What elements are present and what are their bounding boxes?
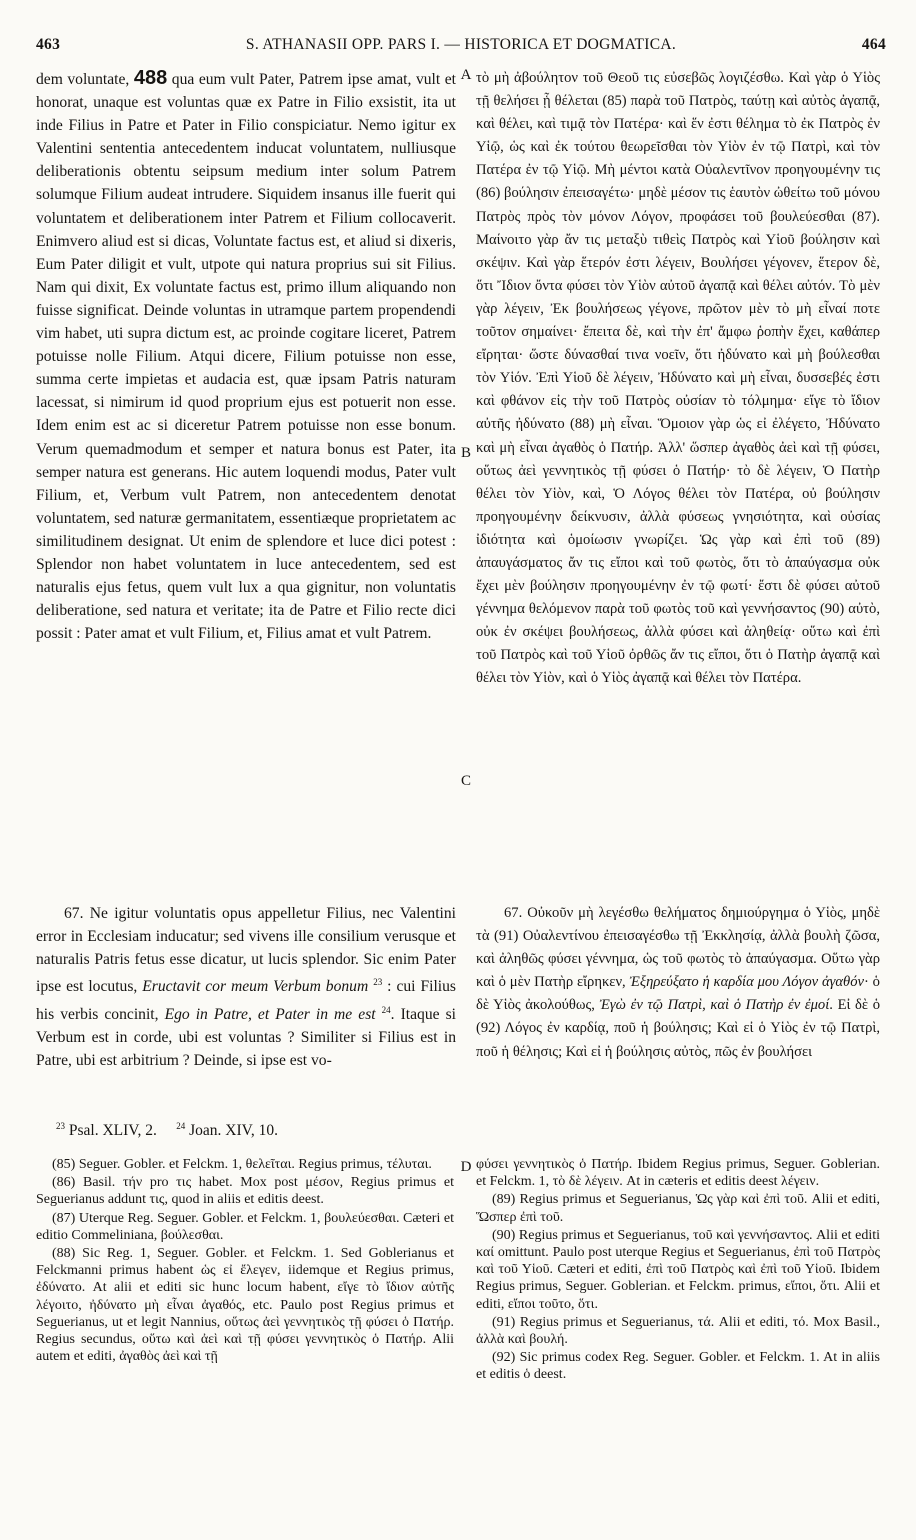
greek-text: . Εἰ δὲ ὁ (92) Λόγος ἐν καρδίᾳ, ποῦ ἡ βούλησις; Καὶ εἰ ὁ Υἱὸς ἐν τῷ Πατρὶ, ποῦ ἡ θέλησις; Καὶ εἰ ἡ βούλησις αὐτὸς, πῶς ἐν βουλήσει	[476, 997, 880, 1060]
footnote: (90) Regius primus et Seguerianus, τοῦ καὶ γεννήσαντος. Alii et editi καί omittunt. Paulo post uterque Regius et Seguerianus, ἐπὶ τοῦ Πατρὸς καὶ τοῦ Υἱοῦ. Cæteri et editi, ἐπὶ τοῦ Πατρὸς καὶ ἐπὶ τοῦ Υἱοῦ. Ibidem Regius primus, Seguer. Goblerian. et Felckm. primus, εἴποι, ὅτι. Alii et editi, εἴποι τοῦτο, ὅτι.	[476, 1227, 880, 1312]
greek-column-section-67	[476, 902, 880, 1064]
footnote: (91) Regius primus et Seguerianus, τά. Alii et editi, τό. Mox Basil., ἀλλὰ καὶ βουλή.	[476, 1314, 880, 1348]
scripture-quote: Eructavit cor meum Verbum bonum	[142, 978, 369, 996]
running-title: S. ATHANASII OPP. PARS I. — HISTORICA ET DOGMATICA.	[245, 36, 677, 53]
latin-paragraph	[36, 67, 456, 645]
page-number-left: 463	[36, 36, 61, 53]
greek-text: · ὁ δὲ Υἱὸς ἀκολούθως,	[476, 974, 880, 1014]
footnote: (88) Sic Reg. 1, Seguer. Gobler. et Felckm. 1. Sed Goblerianus et Felckmanni primus habent ὡς εἰ ἔλεγεν, iidemque et Regius primus, ἐδύνατο. At alii et editi sic hunc locum habent, εἴγε τὸ ἴδιον αὐτῆς λέγοιτο, ἠδύνατο μὴ εἶναι ἀγαθός, etc. Paulo post Regius primus et Seguerianus, ut et legit Nannius, οὕτως ἀεὶ γεννητικὸς τῇ φύσει ὁ Πατήρ. Regius secundus, οὕτω καὶ ἀεὶ καὶ τῇ φύσει γεννητικὸς ὁ Πατήρ. Alii autem et editi, ἀγαθὸς ἀεὶ καὶ τῇ	[36, 1246, 454, 1365]
margin-letter-d: D	[460, 1159, 472, 1175]
footnote: (92) Sic primus codex Reg. Seguer. Gobler. et Felckm. 1. At in aliis et editis ὁ deest.	[476, 1350, 880, 1383]
footnote: (86) Basil. τήν pro τις habet. Mox post μέσον, Regius primus et Seguerianus addunt τις, quod in aliis et editis deest.	[36, 1175, 454, 1208]
scripture-references	[56, 1121, 278, 1140]
footnotes-left	[36, 1156, 454, 1366]
page-number-right: 464	[861, 36, 886, 53]
page-marker-488: 488	[133, 67, 168, 89]
scripture-quote: Ἐγὼ ἐν τῷ Πατρὶ, καὶ ὁ Πατὴρ ἐν ἐμοί	[599, 997, 830, 1014]
footnote: φύσει γεννητικὸς ὁ Πατήρ. Ibidem Regius primus, Seguer. Goblerian. et Felckm. 1, τὸ δὲ λέγειν. At in cæteris et editis deest λέγειν.	[476, 1157, 880, 1190]
latin-text: : cui Filius his verbis concinit,	[36, 978, 456, 1023]
footnote-ref: 23	[373, 977, 383, 988]
margin-letter-a: A	[460, 67, 472, 83]
latin-text: dem voluntate,	[36, 71, 134, 88]
latin-text: . Itaque si Verbum est in corde, ubi est voluntas ? Similiter si Filius est in Patre, ubi est arbitrium ? Deinde, si ipse est vo-	[36, 1005, 456, 1069]
footnote-mark: 23	[56, 1121, 65, 1131]
footnote: (85) Seguer. Gobler. et Felckm. 1, θελεῖται. Regius primus, τέλυται.	[52, 1157, 432, 1172]
greek-paragraph-67	[476, 902, 880, 1064]
greek-text: 67. Οὐκοῦν μὴ λεγέσθω θελήματος δημιούργημα ὁ Υἱὸς, μηδὲ τὰ (91) Οὐαλεντίνου ἐπεισαγέσθω τῇ Ἐκκλησίᾳ, ἀλλὰ βουλὴ ζῶσα, καὶ ἀληθῶς φύσει γέννημα, ὡς τοῦ φωτὸς τὸ ἀπαύγασμα. Οὕτω γὰρ καὶ ὁ μὲν Πατὴρ εἴρηκεν,	[476, 905, 880, 991]
scripture-quote: Ἐξηρεύξατο ἡ καρδία μου Λόγον ἀγαθόν	[629, 974, 864, 991]
running-header	[36, 36, 886, 60]
footnote: (87) Uterque Reg. Seguer. Gobler. et Felckm. 1, βουλεύεσθαι. Cæteri et editio Commeliniana, βούλεσθαι.	[36, 1210, 454, 1243]
latin-column-section-67	[36, 902, 456, 1072]
greek-paragraph: τὸ μὴ ἀβούλητον τοῦ Θεοῦ τις εὐσεβῶς λογιζέσθω. Καὶ γὰρ ὁ Υἱὸς τῇ θελήσει ᾗ θέλεται (85) παρὰ τοῦ Πατρὸς, ταύτῃ καὶ αὐτὸς ἀγαπᾷ, καὶ θέλει, καὶ τιμᾷ τὸν Πατέρα· καὶ ἕν ἐστι θέλημα τὸ ἐκ Πατρὸς ἐν Υἱῷ, ὡς καὶ ἐκ τούτου θεωρεῖσθαι τὸν Υἱὸν ἐν τῷ Πατρὶ, καὶ τὸν Πατέρα ἐν τῷ Υἱῷ. Μὴ μέντοι κατὰ Οὐαλεντῖνον προηγουμένην τις (86) βούλησιν ἐπεισαγέτω· μηδὲ μέσον τις ἑαυτὸν ὠθείτω τοῦ μόνου Πατρὸς πρὸς τὸν μόνον Λόγον, προφάσει τοῦ βουλεύεσθαι (87). Μαίνοιτο γὰρ ἄν τις μεταξὺ τιθεὶς Πατρὸς καὶ Υἱοῦ βούλησιν καὶ σκέψιν. Καὶ γὰρ ἕτερόν ἐστι λέγειν, Βουλήσει γέγονεν, ἕτερον δὲ, ὅτι Ἴδιον ὄντα φύσει τὸν Υἱὸν αὐτοῦ ἀγαπᾷ καὶ θέλει αὐτόν. Τὸ μὲν γὰρ λέγειν, Ἐκ βουλήσεως γέγονε, πρῶτον μὲν τὸ μὴ εἶναί ποτε τοῦτον σημαίνει· ἔπειτα δὲ, καὶ τὴν ἐπ' ἄμφω ῥοπὴν ἔχει, καθάπερ εἴρηται· ὥστε δύνασθαί τινα νοεῖν, ὅτι ἠδύνατο καὶ μὴ βούλεσθαι τὸν Υἱόν. Ἐπὶ Υἱοῦ δὲ λέγειν, Ἠδύνατο καὶ μὴ εἶναι, δυσσεβές ἐστι καὶ φθάνον εἰς τὴν τοῦ Πατρὸς οὐσίαν τὸ τόλμημα· εἴγε τὸ ἴδιον αὐτῆς ἠδύνατο (88) μὴ εἶναι. Ὅμοιον γὰρ ὡς εἰ ἐλέγετο, Ἠδύνατο καὶ μὴ εἶναι ἀγαθὸς ὁ Πατήρ. Ἀλλ' ὥσπερ ἀγαθὸς ἀεὶ καὶ τῇ φύσει, οὕτως ἀεὶ γεννητικὸς τῇ φύσει ὁ Πατήρ· τὸ δὲ λέγειν, Ὁ Πατὴρ θέλει τὸν Υἱὸν, καὶ, Ὁ Λόγος θέλει τὸν Πατέρα, οὐ βούλησιν προηγουμένην δείκνυσιν, ἀλλὰ φύσεως γνησιότητα, καὶ οὐσίας ἰδιότητα καὶ ὁμοίωσιν γνωρίζει. Ὡς γὰρ καὶ ἐπὶ τοῦ (89) ἀπαυγάσματος ἄν τις εἴποι καὶ τοῦ φωτὸς, ὅτι τὸ ἀπαύγασμα οὐκ ἔχει μὲν βούλησιν προηγουμένην ἐν τῷ φωτί· ἔστι δὲ φύσει αὐτοῦ γέννημα θελόμενον παρὰ τοῦ φωτὸς τοῦ καὶ γεννήσαντος (90) αὐτὸ, οὐκ ἐν σκέψει βουλήσεως, ἀλλὰ φύσει καὶ ἀληθείᾳ· οὕτω καὶ ἐπὶ τοῦ Πατρὸς καὶ τοῦ Υἱοῦ ὀρθῶς ἄν τις εἴποι, ὅτι ὁ Πατὴρ ἀγαπᾷ καὶ θέλει τὸν Υἱὸν, καὶ ὁ Υἱὸς ἀγαπᾷ καὶ θέλει τὸν Πατέρα.	[476, 70, 880, 687]
latin-text: qua eum vult Pater, Patrem ipse amat, vult et honorat, unaque est voluntas quæ ex Patre in Filio exsistit, ita ut inde Filius in Patre et Pater in Filio conspiciatur. Nemo igitur ex Valentini sententia antecedentem inducat voluntatem, nulliusque deliberationis obtentu seipsum medium inter solum Patrem solumque Filium audeat intrudere. Siquidem insanus ille fuerit qui voluntatem et deliberationem inter Patrem et Filium collocaverit. Enimvero aliud est si dicas, Voluntate factus est, et aliud si dixeris, Eum Pater diligit et vult, utpote qui natura proprius sui sit Filius. Nam qui dixit, Ex voluntate factus est, primo illum aliquando non fuisse significat. Deinde voluntas in utramque partem propendendi vim habet, uti supra dictum est, ac proinde cogitare liceret, Patrem potuisse nolle Filium. Atqui dicere, Filium potuisse non esse, summa certe impietas et audacia est, quæ ipsam Patris naturam lacessat, si nimirum id quod proprium ejus est potuerit non esse. Idem enim est ac si diceretur Patrem potuisse non esse bonum. Verum quemadmodum et semper et natura bonus est Pater, ita semper natura est generans. Hic autem loquendi modus, Pater vult Filium, et, Verbum vult Patrem, non antecedentem denotat voluntatem, sed naturæ germanitatem, essentiæque proprietatem ac similitudinem designat. Ut enim de splendore et luce dici potest : Splendor non habet voluntatem in luce antecedentem, sed est naturalis ejus fetus, quem vult lux a qua gignitur, non voluntatis deliberatione, sed natura et veritate; ita de Patre et Filio recte dici possit : Pater amat et vult Filium, et, Filius amat et vult Patrem.	[36, 71, 456, 643]
footnote-ref: 24	[381, 1004, 391, 1015]
latin-text: 67. Ne igitur voluntatis opus appelletur Filius, nec Valentini error in Ecclesiam inducatur; sed vivens ille consilium verusque et naturalis Patris fetus esse dicatur, ut lucis splendor. Sic enim Pater ipse est locutus,	[36, 905, 456, 996]
scripture-ref: Joan. XIV, 10.	[189, 1122, 278, 1140]
greek-column-top	[476, 67, 880, 691]
scripture-ref: Psal. XLIV, 2.	[68, 1122, 157, 1140]
latin-paragraph-67	[36, 902, 456, 1072]
margin-letter-c: C	[460, 773, 471, 789]
footnotes-right	[476, 1156, 880, 1385]
margin-letter-b: B	[460, 445, 471, 461]
footnote: (89) Regius primus et Seguerianus, Ὡς γὰρ καὶ ἐπὶ τοῦ. Alii et editi, Ὥσπερ ἐπὶ τοῦ.	[476, 1192, 880, 1225]
footnote-mark: 24	[176, 1121, 186, 1131]
scripture-quote: Ego in Patre, et Pater in me est	[164, 1005, 376, 1023]
latin-column-top	[36, 67, 456, 645]
